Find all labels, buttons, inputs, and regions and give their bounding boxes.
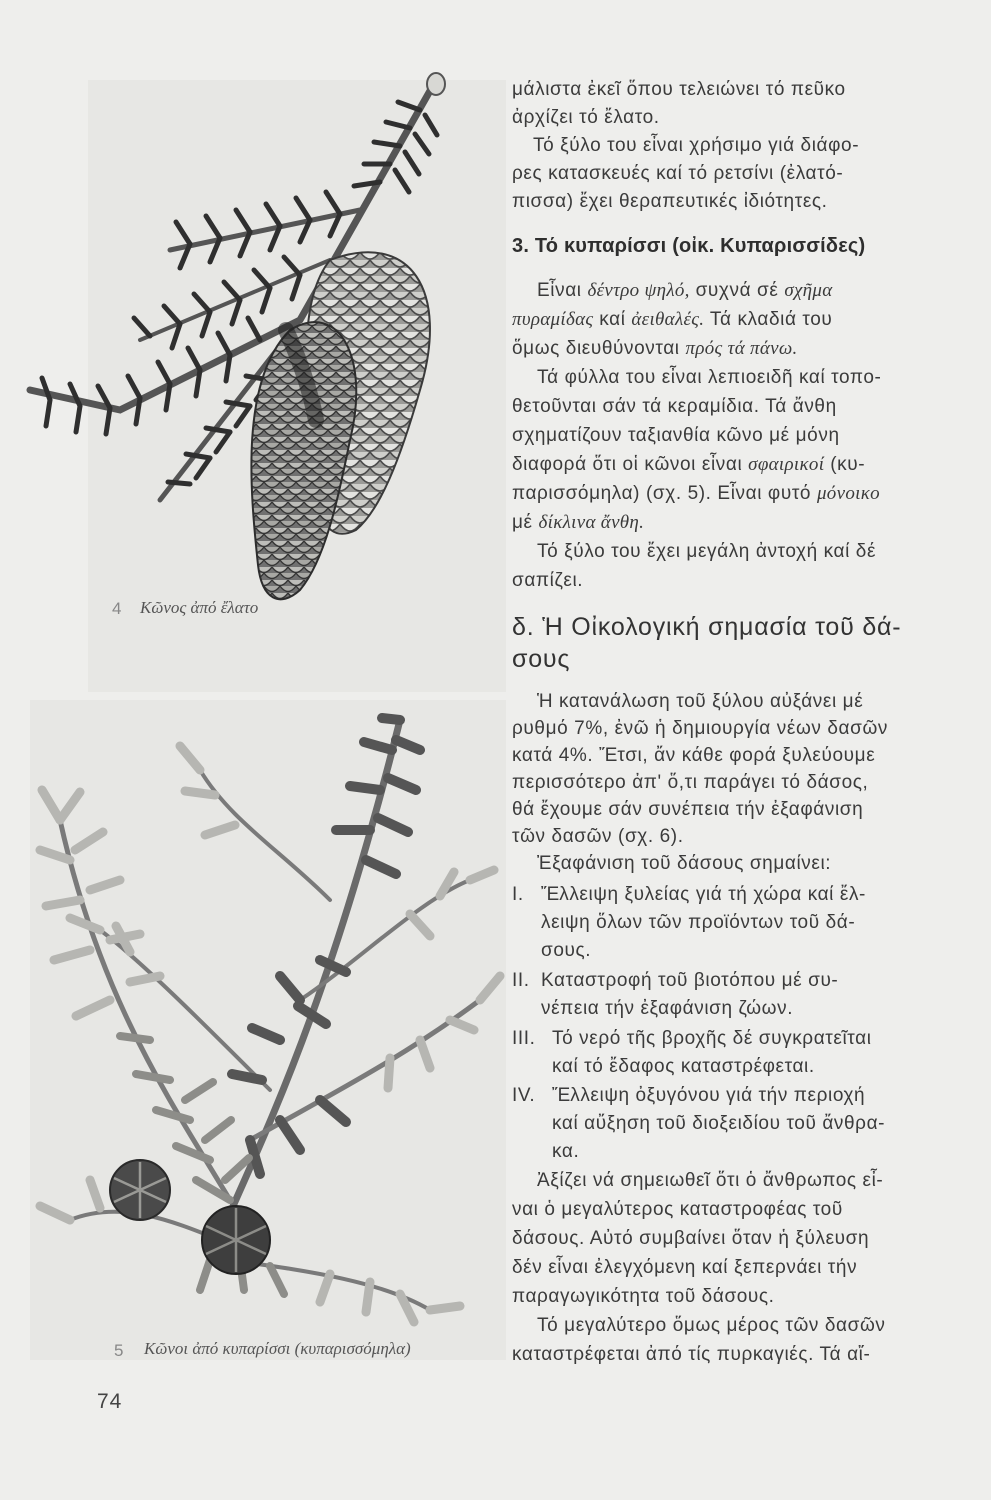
text-line: ρες κατασκευές καί τό ρετσίνι (ἐλατό- (512, 163, 844, 184)
text-line: τῶν δασῶν (σχ. 6). (512, 826, 684, 847)
text-line: Ἀξίζει νά σημειωθεῖ ὅτι ὁ ἄνθρωπος εἶ- (537, 1170, 884, 1191)
section-heading-cypress: 3. Τό κυπαρίσσι (οἰκ. Κυπαρισσίδες) (512, 235, 866, 257)
text-line: Εἶναι δέντρο ψηλό, συχνά σέ σχῆμα (537, 280, 833, 301)
text-line: ἀρχίζει τό ἔλατο. (512, 107, 660, 128)
text-line: Ἐξαφάνιση τοῦ δάσους σημαίνει: (537, 853, 832, 874)
list-item: καί τό ἔδαφος καταστρέφεται. (552, 1056, 815, 1077)
cypress-cone-illustration (0, 700, 510, 1340)
text-line: ρυθμό 7%, ἐνῶ ἡ δημιουργία νέων δασῶν (512, 718, 888, 739)
text-line: ναι ὁ μεγαλύτερος καταστροφέας τοῦ (512, 1199, 843, 1220)
list-item: νέπεια τήν ἐξαφάνιση ζώων. (541, 998, 794, 1019)
page-number: 74 (97, 1390, 123, 1413)
text-line: Τά φύλλα του εἶναι λεπιοειδῆ καί τοπο- (537, 367, 882, 388)
text-line: μέ δίκλινα ἄνθη. (512, 512, 645, 533)
fir-cone-illustration (0, 60, 510, 620)
figure-4-caption: Κῶνος ἀπό ἔλατο (140, 598, 259, 617)
text-line: παραγωγικότητα τοῦ δάσους. (512, 1286, 775, 1307)
figure-5-caption: Κῶνοι ἀπό κυπαρίσσι (κυπαρισσόμηλα) (144, 1339, 411, 1358)
text-line: δάσους. Αὐτό συμβαίνει ὅταν ἡ ξύλευση (512, 1228, 870, 1249)
figure-4-number: 4 (112, 599, 122, 618)
list-item: σους. (541, 940, 592, 961)
text-line: καταστρέφεται ἀπό τίς πυρκαγιές. Τά αἴ- (512, 1344, 871, 1365)
text-line: Τό ξύλο του εἶναι χρήσιμο γιά διάφο- (533, 135, 860, 156)
text-line: κατά 4%. Ἔτσι, ἄν κάθε φορά ξυλεύουμε (512, 745, 876, 766)
list-item: Τό νερό τῆς βροχῆς δέ συγκρατεῖται (552, 1028, 872, 1049)
list-item: καί αὔξηση τοῦ διοξειδίου τοῦ ἄνθρα- (552, 1113, 886, 1134)
list-number: III. (512, 1028, 536, 1049)
text-line: Ἡ κατανάλωση τοῦ ξύλου αὐξάνει μέ (537, 691, 864, 712)
text-line: Τό μεγαλύτερο ὅμως μέρος τῶν δασῶν (537, 1315, 886, 1336)
text-line: θετοῦνται σάν τά κεραμίδια. Τά ἄνθη (512, 396, 837, 417)
section-heading-ecology-cont: σους (512, 645, 571, 673)
text-line: Τό ξύλο του ἔχει μεγάλη ἀντοχή καί δέ (537, 541, 877, 562)
text-line: διαφορά ὅτι οἱ κῶνοι εἶναι σφαιρικοί (κυ- (512, 454, 866, 475)
text-line: παρισσόμηλα) (σχ. 5). Εἶναι φυτό μόνοικο (512, 483, 880, 504)
text-line: περισσότερο ἀπ' ὅ,τι παράγει τό δάσος, (512, 772, 869, 793)
text-line: σχηματίζουν ταξιανθία κῶνο μέ μόνη (512, 425, 840, 446)
text-line: πυραμίδας καί ἀειθαλές. Τά κλαδιά του (512, 309, 833, 330)
text-line: σαπίζει. (512, 570, 584, 591)
text-line: πισσα) ἔχει θεραπευτικές ἰδιότητες. (512, 191, 828, 212)
text-line: θά ἔχουμε σάν συνέπεια τήν ἐξαφάνιση (512, 799, 864, 820)
section-heading-ecology: δ. Ἡ Οἰκολογική σημασία τοῦ δά- (512, 613, 902, 641)
list-number: I. (512, 884, 524, 905)
list-item: Ἔλλειψη ξυλείας γιά τή χώρα καί ἔλ- (541, 884, 866, 905)
list-item: Καταστροφή τοῦ βιοτόπου μέ συ- (541, 970, 839, 991)
list-item: λειψη ὅλων τῶν προϊόντων τοῦ δά- (541, 912, 856, 933)
text-line: μάλιστα ἐκεῖ ὅπου τελειώνει τό πεῦκο (512, 79, 846, 100)
text-line: δέν εἶναι ἐλεγχόμενη καί ξεπερνάει τήν (512, 1257, 858, 1278)
text-line: ὅμως διευθύνονται πρός τά πάνω. (512, 338, 798, 359)
list-number: IV. (512, 1085, 536, 1106)
list-number: II. (512, 970, 530, 991)
list-item: κα. (552, 1141, 580, 1162)
list-item: Ἔλλειψη ὀξυγόνου γιά τήν περιοχή (552, 1085, 866, 1106)
figure-5-number: 5 (114, 1341, 124, 1360)
